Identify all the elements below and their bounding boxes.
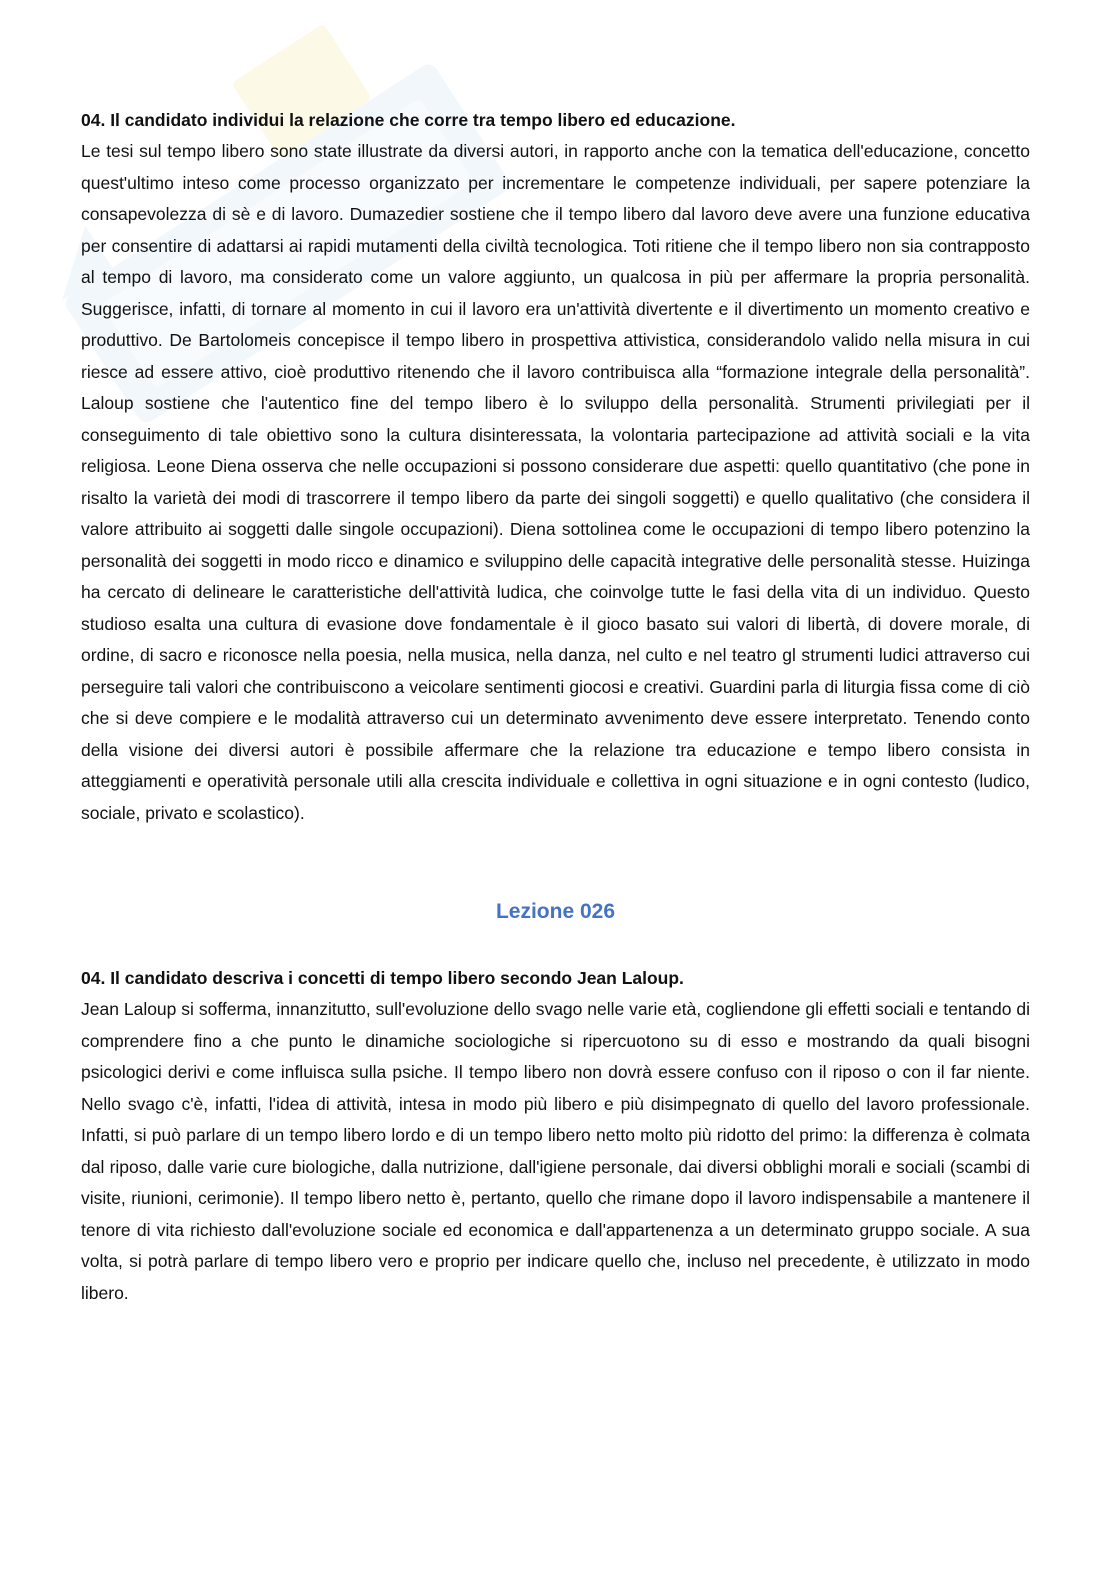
section-1 — [81, 105, 1030, 829]
question-heading: 04. Il candidato individui la relazione che corre tra tempo libero ed educazione. — [81, 110, 736, 130]
section-2 — [81, 897, 1030, 1309]
document-page — [81, 105, 1030, 1309]
answer-paragraph: Le tesi sul tempo libero sono state illustrate da diversi autori, in rapporto anche con la tematica dell'educazione, concetto quest'ultimo inteso come processo organizzato per incrementare le competenze individuali, per sapere potenziare la consapevolezza di sè e di lavoro. Dumazedier sostiene che il tempo libero dal lavoro deve avere una funzione educativa per consentire di adattarsi ai rapidi mutamenti della civiltà tecnologica. Toti ritiene che il tempo libero non sia contrapposto al tempo di lavoro, ma considerato come un valore aggiunto, un qualcosa in più per affermare la propria personalità. Suggerisce, infatti, di tornare al momento in cui il lavoro era un'attività divertente e il divertimento un momento creativo e produttivo. De Bartolomeis concepisce il tempo libero in prospettiva attivistica, considerandolo valido nella misura in cui riesce ad essere attivo, cioè produttivo ritenendo che il lavoro contribuisca alla “formazione integrale della personalità”. Laloup sostiene che l'autentico fine del tempo libero è lo sviluppo della personalità. Strumenti privilegiati per il conseguimento di tale obiettivo sono la cultura disinteressata, la volontaria partecipazione ad attività sociali e la vita religiosa. Leone Diena osserva che nelle occupazioni si possono considerare due aspetti: quello quantitativo (che pone in risalto la varietà dei modi di trascorrere il tempo libero da parte dei singoli soggetti) e quello qualitativo (che considera il valore attribuito ai soggetti dalle singole occupazioni). Diena sottolinea come le occupazioni di tempo libero potenzino la personalità dei soggetti in modo ricco e dinamico e sviluppino delle capacità integrative delle personalità stesse. Huizinga ha cercato di delineare le caratteristiche dell'attività ludica, che coinvolge tutte le fasi della vita di un individuo. Questo studioso esalta una cultura di evasione dove fondamentale è il gioco basato sui valori di libertà, di dovere morale, di ordine, di sacro e riconosce nella poesia, nella musica, nella danza, nel culto e nel teatro gl strumenti ludici attraverso cui perseguire tali valori che contribuiscono a veicolare sentimenti giocosi e creativi. Guardini parla di liturgia fissa come di ciò che si deve compiere e le modalità attraverso cui un determinato avvenimento deve essere interpretato. Tenendo conto della visione dei diversi autori è possibile affermare che la relazione tra educazione e tempo libero consista in atteggiamenti e operatività personale utili alla crescita individuale e collettiva in ogni situazione e in ogni contesto (ludico, sociale, privato e scolastico). — [81, 141, 1030, 823]
answer-paragraph: Jean Laloup si sofferma, innanzitutto, sull'evoluzione dello svago nelle varie età, cogliendone gli effetti sociali e tentando di comprendere fino a che punto le dinamiche sociologiche si ripercuotono su di esso e mostrando da quali bisogni psicologici derivi e come influisca sulla psiche. Il tempo libero non dovrà essere confuso con il riposo o con il far niente. Nello svago c'è, infatti, l'idea di attività, intesa in modo più libero e più disimpegnato di quello del lavoro professionale. Infatti, si può parlare di un tempo libero lordo e di un tempo libero netto molto più ridotto del primo: la differenza è colmata dal riposo, dalle varie cure biologiche, dalla nutrizione, dall'igiene personale, dai diversi obblighi morali e sociali (scambi di visite, riunioni, cerimonie). Il tempo libero netto è, pertanto, quello che rimane dopo il lavoro indispensabile a mantenere il tenore di vita richiesto dall'evoluzione sociale ed economica e dall'appartenenza a un determinato gruppo sociale. A sua volta, si potrà parlare di tempo libero vero e proprio per indicare quello che, incluso nel precedente, è utilizzato in modo libero. — [81, 999, 1030, 1303]
question-heading: 04. Il candidato descriva i concetti di tempo libero secondo Jean Laloup. — [81, 968, 684, 988]
lesson-heading: Lezione 026 — [495, 900, 616, 923]
